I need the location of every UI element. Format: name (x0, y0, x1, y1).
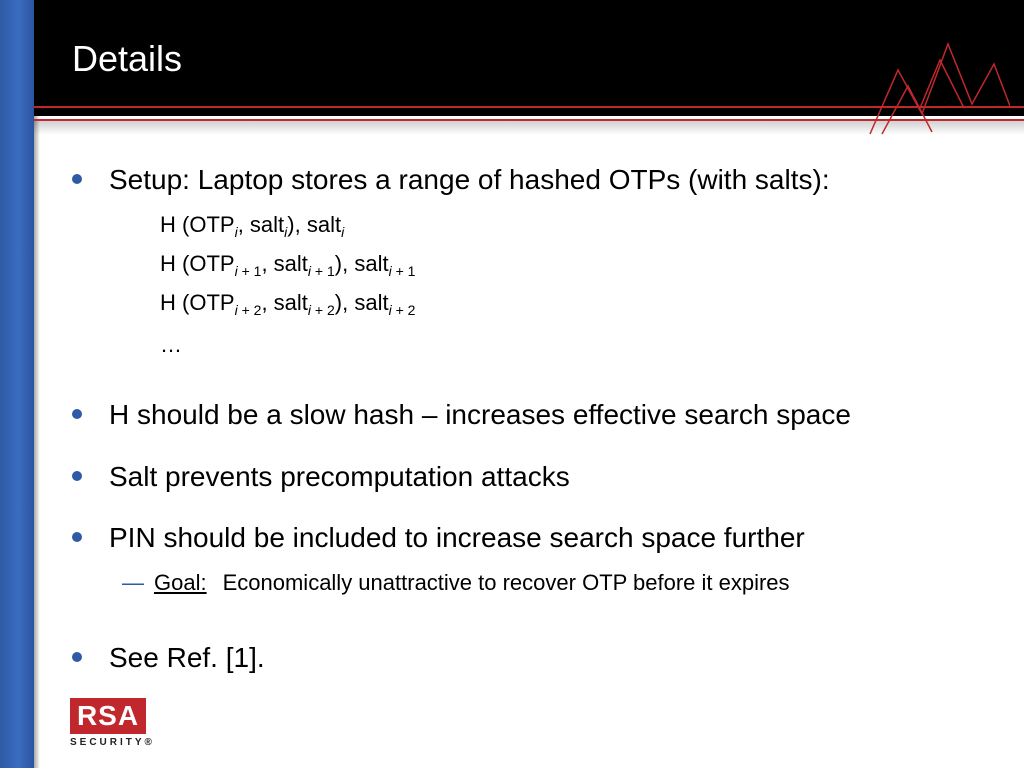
bullet-item (72, 399, 851, 431)
bullet-item (72, 164, 830, 196)
formula-line: H ($OTP_i$, salt$_i$), salt$_i$ (160, 212, 345, 240)
rsa-security-logo (70, 698, 160, 754)
bullet-dot (72, 174, 82, 184)
slide-title: Details (72, 38, 183, 79)
logo-subtext: SECURITY® (70, 737, 155, 748)
sub-bullet (122, 569, 790, 597)
formula-line: H ($OTP_{i + 1}$, salt$_{i + 1}$), salt$_{i + 1}$ (160, 251, 416, 279)
sub-bullet-dash: — (122, 570, 144, 595)
formula-line: H ($OTP_{i + 2}$, salt$_{i + 2}$), salt$_{i + 2}$ (160, 290, 416, 318)
bullet-item (72, 461, 570, 493)
bullet-text: H should be a slow hash – increases effective search space (109, 399, 851, 430)
formula-ellipsis: … (160, 332, 182, 357)
bullet-text: PIN should be included to increase search space further (109, 522, 805, 553)
goal-text: Economically unattractive to recover OTP before it expires (222, 570, 790, 595)
bullet-dot (72, 652, 82, 662)
bullet-item (72, 642, 265, 674)
bullet-text: See Ref. [1]. (109, 642, 265, 673)
logo-mark: RSA (70, 698, 146, 734)
bullet-dot (72, 409, 82, 419)
bullet-dot (72, 471, 82, 481)
bullet-text: Salt prevents precomputation attacks (109, 461, 570, 492)
goal-label: Goal: (154, 570, 207, 595)
bullet-text: Setup: Laptop stores a range of hashed OTPs (with salts): (109, 164, 830, 195)
bullet-dot (72, 532, 82, 542)
bullet-item (72, 522, 805, 554)
